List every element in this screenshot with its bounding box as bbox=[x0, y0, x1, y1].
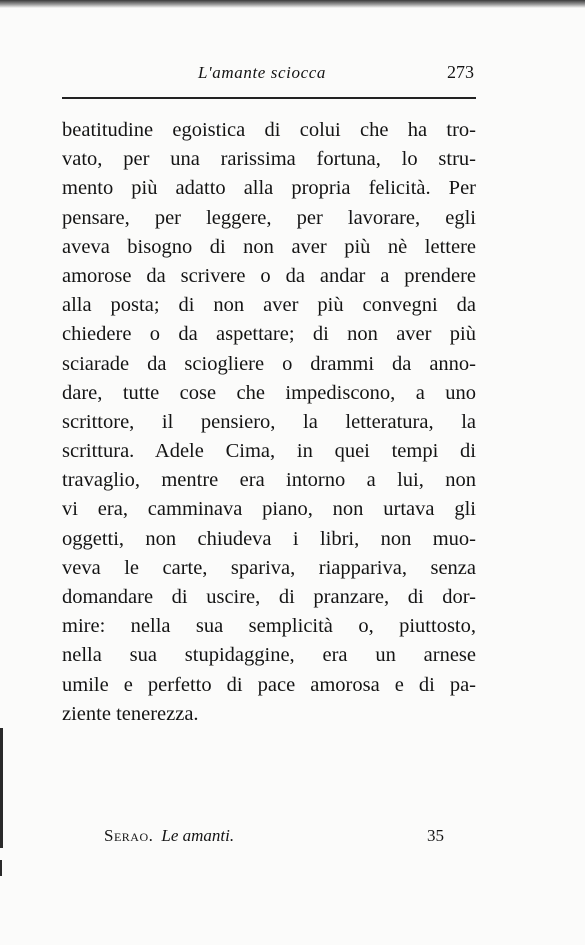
text-line: mento più adatto alla propria felicità. Per bbox=[62, 177, 476, 200]
text-line: vi era, camminava piano, non urtava gli bbox=[62, 498, 476, 521]
text-line: chiedere o da aspettare; di non aver più bbox=[62, 323, 476, 346]
text-line: scrittore, il pensiero, la letteratura, la bbox=[62, 410, 476, 433]
text-line: dare, tutte cose che impediscono, a uno bbox=[62, 381, 476, 404]
header-rule bbox=[62, 97, 476, 99]
text-line: nella sua stupidaggine, era un arnese bbox=[62, 644, 476, 667]
text-line: oggetti, non chiudeva i libri, non muo- bbox=[62, 527, 476, 550]
page-edge-mark bbox=[0, 728, 3, 848]
text-line: alla posta; di non aver più convegni da bbox=[62, 294, 476, 317]
text-line: amorose da scrivere o da andar a prendere bbox=[62, 264, 476, 287]
body-text bbox=[62, 116, 476, 729]
signature-mark: 35 bbox=[427, 826, 444, 845]
page-edge-mark bbox=[0, 860, 2, 876]
text-line: umile e perfetto di pace amorosa e di pa- bbox=[62, 673, 476, 696]
running-title: L'amante sciocca bbox=[198, 63, 326, 82]
text-line: mire: nella sua semplicità o, piuttosto, bbox=[62, 615, 476, 638]
text-line: scrittura. Adele Cima, in quei tempi di bbox=[62, 440, 476, 463]
page-footer bbox=[104, 826, 444, 852]
running-head bbox=[62, 60, 476, 90]
text-line: beatitudine egoistica di colui che ha tro- bbox=[62, 119, 476, 141]
text-line: pensare, per leggere, per lavorare, egli bbox=[62, 206, 476, 229]
footer-author: Serao. bbox=[104, 826, 154, 845]
text-line: veva le carte, spariva, riappariva, senza bbox=[62, 556, 476, 579]
text-line: aveva bisogno di non aver più nè lettere bbox=[62, 235, 476, 258]
text-line: sciarade da sciogliere o drammi da anno- bbox=[62, 352, 476, 375]
text-line: ziente tenerezza. bbox=[62, 702, 199, 725]
page-number: 273 bbox=[447, 62, 474, 82]
page-top-edge bbox=[0, 0, 585, 8]
text-line: travaglio, mentre era intorno a lui, non bbox=[62, 469, 476, 492]
text-line: vato, per una rarissima fortuna, lo stru- bbox=[62, 148, 476, 171]
footer-book-title: Le amanti. bbox=[161, 826, 235, 845]
text-line: domandare di uscire, di pranzare, di dor- bbox=[62, 586, 476, 608]
